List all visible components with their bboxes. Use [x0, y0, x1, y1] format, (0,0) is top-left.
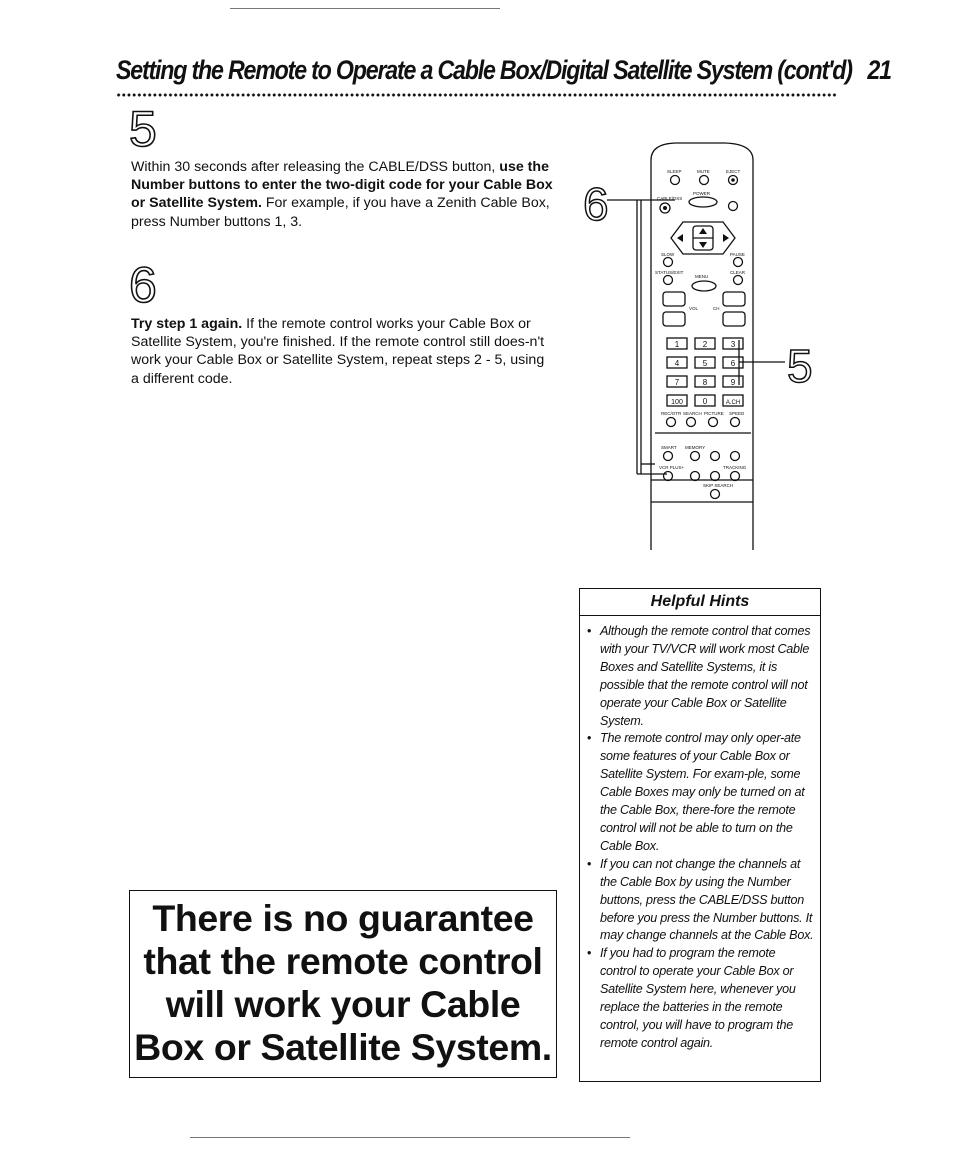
- step-6-rest: If the remote control works your Cable Box or Satellite System, you're finished. If the remote control still does-n't work your Cable Box or Satellite System, repeat steps 2 - 5, using a different code.: [131, 316, 545, 387]
- search-label: SEARCH: [683, 411, 702, 416]
- smart-label: SMART: [661, 445, 677, 450]
- slow-label: SLOW: [661, 252, 675, 257]
- hint-item: [586, 730, 814, 855]
- hint-item: [586, 623, 814, 730]
- menu-label: MENU: [695, 274, 709, 279]
- hint-text: If you had to program the remote control to operate your Cable Box or Satellite System here, whenever you replace the batteries in the remote control, you will have to program the remote control again.: [600, 946, 796, 1050]
- step-6-text: [131, 315, 551, 388]
- remote-svg: [575, 140, 835, 560]
- pause-button: [734, 258, 743, 267]
- page-title: [116, 55, 891, 86]
- num-100-label: 100: [671, 399, 683, 406]
- hints-list: [586, 623, 814, 1053]
- step-5-number: 5: [129, 101, 157, 157]
- bullet-icon: •: [587, 856, 592, 871]
- num-6-label: 6: [730, 359, 736, 368]
- status-exit-label: STATUS/EXIT: [655, 270, 684, 275]
- vcr-plus-label: VCR PLUS+: [659, 465, 685, 470]
- num-9-label: 9: [730, 378, 736, 387]
- step-6-bold: Try step 1 again.: [131, 316, 243, 332]
- picture-button: [709, 418, 718, 427]
- tracking-label: TRACKING: [723, 465, 747, 470]
- vol-down-button: [663, 312, 685, 326]
- guarantee-line-4: Box or Satellite System.: [134, 1026, 552, 1068]
- num-1-label: 1: [674, 340, 680, 349]
- bullet-icon: •: [587, 624, 592, 638]
- power-button: [689, 197, 717, 207]
- step-6-number: 6: [129, 257, 157, 313]
- helpful-hints-box: [579, 588, 821, 1082]
- dotted-rule: [116, 92, 838, 98]
- step-5-rest: For example, if you have a Zenith Cable Box, press Number buttons 1, 3.: [131, 195, 550, 230]
- num-ach-label: A.CH: [725, 400, 741, 406]
- slow-button: [664, 258, 673, 267]
- vcr-button: [729, 202, 738, 211]
- callout-step-5: 5: [787, 340, 813, 392]
- num-2-label: 2: [702, 340, 708, 349]
- skip-search-button: [711, 490, 720, 499]
- sleep-label: SLEEP: [667, 169, 682, 174]
- tracking-down-button: [731, 472, 740, 481]
- speed-label: SPEED: [729, 411, 745, 416]
- hint-item: [586, 856, 814, 946]
- guarantee-line-1: There is no guarantee: [152, 897, 534, 939]
- mute-button: [700, 176, 709, 185]
- num-7-label: 7: [674, 378, 680, 387]
- speed-button: [731, 418, 740, 427]
- skip-search-label: SKIP SEARCH: [703, 483, 734, 488]
- cable-dss-label: CABLE/DSS: [657, 196, 683, 201]
- record-label: REC/OTR: [661, 411, 682, 416]
- hint-text: If you can not change the channels at the Cable Box by using the Number buttons, press the CABLE/DSS button before you press the Number buttons. It may change channels at the Cable Box.: [600, 856, 814, 943]
- callout-step-6: 6: [583, 178, 609, 230]
- hint-item: [586, 945, 814, 1052]
- step-5-intro: Within 30 seconds after releasing the CABLE/DSS button,: [131, 159, 500, 175]
- scan-line-bottom: [190, 1137, 630, 1138]
- guarantee-text: [130, 897, 556, 1069]
- hint-text: Although the remote control that comes with your TV/VCR will work most Cable Boxes and Satellite Systems, it is possible that the remote control will not operate your Cable Box or Satellite System.: [600, 624, 811, 728]
- eject-label: EJECT: [726, 169, 741, 174]
- minus-button: [731, 452, 740, 461]
- plus-button: [711, 452, 720, 461]
- smart-button: [664, 452, 673, 461]
- page-number: 21: [867, 55, 891, 85]
- status-exit-button: [664, 276, 673, 285]
- vol-label: VOL: [689, 306, 699, 311]
- mute-label: MUTE: [697, 169, 710, 174]
- menu-button: [692, 281, 716, 291]
- remote-control-illustration: [575, 140, 835, 560]
- num-8-label: 8: [702, 378, 708, 387]
- num-3-label: 3: [730, 340, 736, 349]
- ch-label: CH: [713, 306, 720, 311]
- tracking-up-button: [711, 472, 720, 481]
- record-button: [667, 418, 676, 427]
- pause-label: PAUSE: [730, 252, 745, 257]
- power-label: POWER: [693, 191, 711, 196]
- ch-down-button: [723, 312, 745, 326]
- bullet-icon: •: [587, 731, 592, 746]
- guarantee-box: [129, 890, 557, 1078]
- helpful-hints-title: Helpful Hints: [580, 589, 820, 616]
- vol-up-button: [663, 292, 685, 306]
- sleep-button: [671, 176, 680, 185]
- num-0-label: 0: [702, 397, 708, 406]
- vcr-plus-button: [664, 472, 673, 481]
- search-button: [687, 418, 696, 427]
- memory-label: MEMORY: [685, 445, 706, 450]
- page-title-text: Setting the Remote to Operate a Cable Box/Digital Satellite System (cont'd): [116, 55, 852, 85]
- hint-text: The remote control may only oper-ate some features of your Cable Box or Satellite System. For exam-ple, some Cable Boxes may only be turned on at the Cable Box, there-fore the remote control will not be able to turn on the Cable Box.: [600, 731, 805, 853]
- clear-label: CLEAR: [730, 270, 746, 275]
- picture-label: PICTURE: [704, 411, 724, 416]
- num-5-label: 5: [702, 359, 708, 368]
- step-5-text: [131, 158, 563, 231]
- scan-line-top: [230, 8, 500, 9]
- guarantee-line-2: that the remote control: [143, 940, 543, 982]
- memory-button: [691, 452, 700, 461]
- guarantee-line-3: will work your Cable: [165, 983, 521, 1025]
- clear-button: [734, 276, 743, 285]
- num-4-label: 4: [674, 359, 680, 368]
- step-5-bold: use the Number buttons to enter the two-digit code for your Cable Box or Satellite System.: [131, 159, 553, 212]
- ch-up-button: [723, 292, 745, 306]
- bullet-icon: •: [587, 946, 592, 961]
